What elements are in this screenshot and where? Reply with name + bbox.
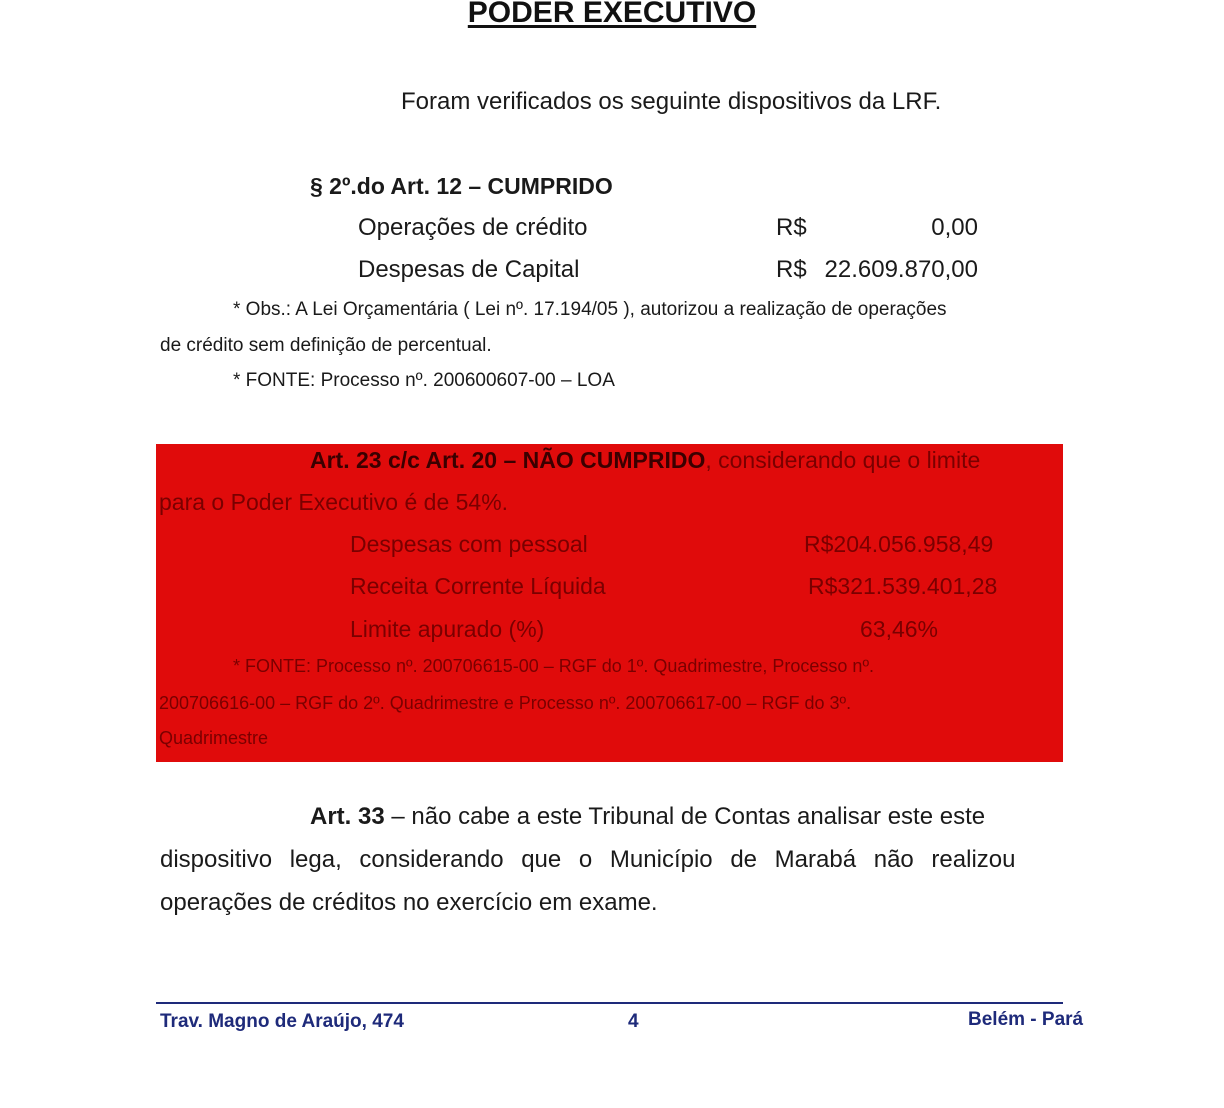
net-revenue-label: Receita Corrente Líquida — [350, 573, 606, 599]
art33-line-1-text: – não cabe a este Tribunal de Contas analisar este este — [384, 803, 986, 830]
art33-line-1 — [310, 803, 1058, 831]
credit-operations-currency: R$ — [776, 214, 807, 241]
rgf-source-line-1: * FONTE: Processo nº. 200706615-00 – RGF do 1º. Quadrimestre, Processo nº. — [233, 656, 875, 676]
footer-page-number: 4 — [628, 1011, 639, 1032]
limit-calculated-label: Limite apurado (%) — [350, 616, 545, 642]
net-revenue-value: R$321.539.401,28 — [808, 573, 998, 599]
capital-expenses-value: 22.609.870,00 — [824, 256, 978, 283]
section-art23-heading — [310, 447, 980, 474]
art33-heading: Art. 33 — [310, 803, 385, 830]
page-title: PODER EXECUTIVO — [467, 0, 757, 29]
footer-city: Belém - Pará — [968, 1009, 1084, 1030]
credit-operations-value: 0,00 — [931, 214, 978, 241]
section-art12-heading: § 2º.do Art. 12 – CUMPRIDO — [310, 173, 613, 199]
personnel-expenses-label: Despesas com pessoal — [350, 531, 588, 557]
personnel-expenses-value: R$204.056.958,49 — [804, 531, 994, 557]
highlight-block-art23 — [156, 444, 1063, 762]
art23-heading-bold: Art. 23 c/c Art. 20 – NÃO CUMPRIDO — [310, 447, 706, 473]
obs-line-1: * Obs.: A Lei Orçamentária ( Lei nº. 17.194/05 ), autorizou a realização de operações — [233, 299, 947, 320]
art33-line-2: dispositivo lega, considerando que o Município de Marabá não realizou — [160, 846, 1016, 873]
footer-address: Trav. Magno de Araújo, 474 — [160, 1011, 404, 1032]
intro-text: Foram verificados os seguinte dispositivos da LRF. — [401, 88, 942, 115]
credit-operations-label: Operações de crédito — [358, 214, 588, 241]
art33-line-3: operações de créditos no exercício em exame. — [160, 889, 658, 916]
obs-line-2: de crédito sem definição de percentual. — [160, 335, 492, 356]
capital-expenses-currency: R$ — [776, 256, 807, 283]
capital-expenses-label: Despesas de Capital — [358, 256, 580, 283]
art23-limit-line: para o Poder Executivo é de 54%. — [159, 489, 509, 515]
footer-rule — [156, 1002, 1063, 1004]
source-loa: * FONTE: Processo nº. 200600607-00 – LOA — [233, 370, 615, 391]
rgf-source-line-3: Quadrimestre — [159, 728, 269, 748]
rgf-source-line-2: 200706616-00 – RGF do 2º. Quadrimestre e Processo nº. 200706617-00 – RGF do 3º. — [159, 693, 852, 713]
limit-calculated-value: 63,46% — [860, 616, 939, 642]
art23-heading-rest: , considerando que o limite — [705, 447, 981, 473]
